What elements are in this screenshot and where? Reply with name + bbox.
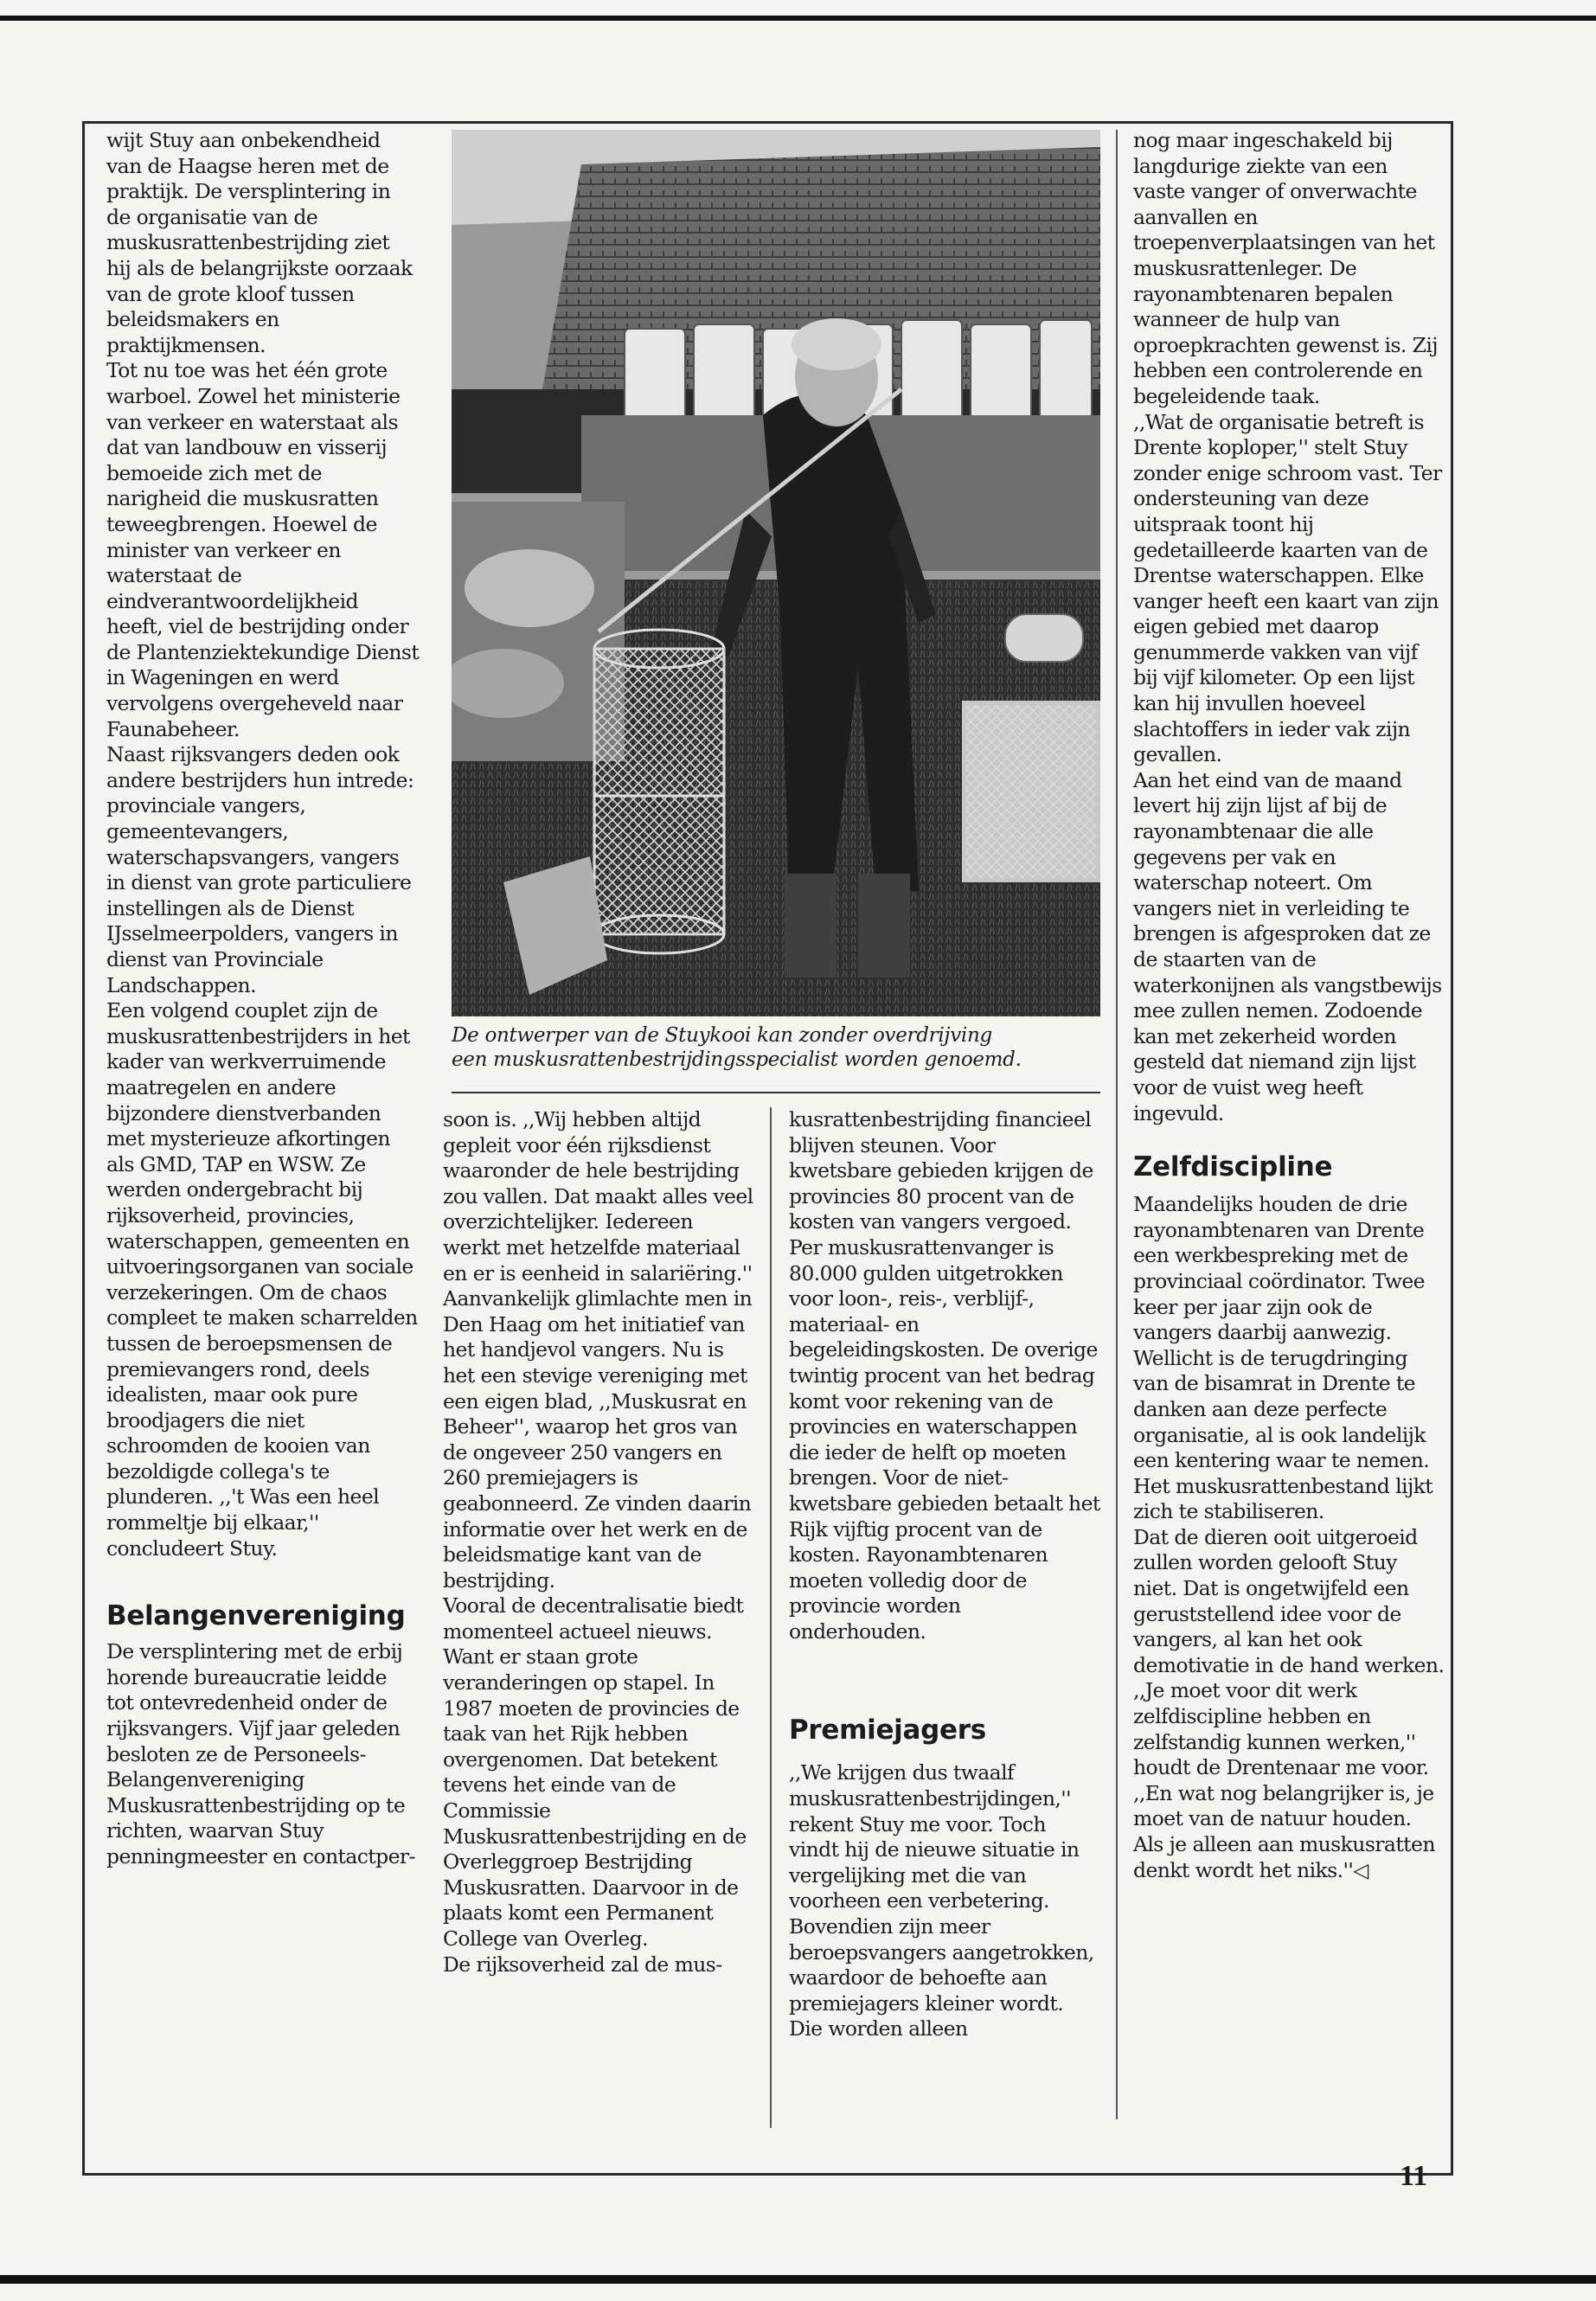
col2-paragraph-3: Vooral de decentralisatie biedt momenteel actueel nieuws. Want er staan grote veranderingen op stapel. In 1987 moeten de provincies de taak van het Rijk hebben overgenomen. Dat betekent tevens het einde van de Commissie Muskusrattenbestrijding en de Overleggroep Bestrijding Muskusratten. Daarvoor in de plaats komt een Permanent College van Overleg. (443, 1593, 747, 1951)
col4-paragraph-5: Dat de dieren ooit uitgeroeid zullen worden gelooft Stuy niet. Dat is ongetwijfeld een geruststellend idee voor de vangers, al kan het ook demotivatie in de hand werken. ,,Je moet voor dit werk zelfdiscipline hebben en zelfstandig kunnen werken,'' houdt de Drentenaar me voor. ,,En wat nog belangrijker is, je moet van de natuur houden. Als je alleen aan muskusratten denkt wordt het niks.''◁ (1133, 1524, 1445, 1882)
col2-paragraph-1: soon is. ,,Wij hebben altijd gepleit voor één rijksdienst waaronder de hele bestrijding zou vallen. Dat maakt alles veel overzichtelijker. Iedereen werkt met hetzelfde materiaal en er is eenheid in salariëring.'' (443, 1107, 753, 1285)
heading-zelfdiscipline: Zelfdiscipline (1133, 1151, 1333, 1183)
col4-paragraph-2: ,,Wat de organisatie betreft is Drente koploper,'' stelt Stuy zonder enige schroom vast. Ter ondersteuning van deze uitspraak toont hij gedetailleerde kaarten van de Drentse waterschappen. Elke vanger heeft een kaart van zijn eigen gebied met daarop genummerde vakken van vijf bij vijf kilometer. Op een lijst kan hij invullen hoeveel slachtoffers in ieder vak zijn gevallen. (1133, 409, 1442, 767)
col1-paragraph-5: De versplintering met de erbij horende bureaucratie leidde tot ontevredenheid onder de rijksvangers. Vijf jaar geleden besloten ze de Personeels-Belangenvereniging Muskusrattenbestrijding op te richten, waarvan Stuy penningmeester en contactper- (106, 1639, 415, 1868)
column-divider-2 (1116, 130, 1118, 2119)
col4-paragraph-1: nog maar ingeschakeld bij langdurige ziekte van een vaste vanger of onverwachte aanvallen en troepenverplaatsingen van het muskusrattenleger. De rayonambtenaren bepalen wanneer de hulp van oproepkrachten gewenst is. Zij hebben een controlerende en begeleidende taak. (1133, 128, 1438, 408)
page-number: 11 (1400, 2160, 1428, 2192)
col3-paragraph-1: kusrattenbestrijding financieel blijven steunen. Voor kwetsbare gebieden krijgen de provincies 80 procent van de kosten van vangers vergoed. Per muskusrattenvanger is 80.000 gulden uitgetrokken voor loon-, reis-, verblijf-, materiaal- en begeleidingskosten. De overige twintig procent van het bedrag komt voor rekening van de provincies en waterschappen die ieder de helft op moeten brengen. Voor de niet-kwetsbare gebieden betaalt het Rijk vijftig procent van de kosten. Rayonambtenaren moeten volledig door de provincie worden onderhouden. (789, 1107, 1100, 1644)
heading-belangenvereniging: Belangenvereniging (106, 1600, 406, 1632)
photo-caption (452, 1023, 1109, 1072)
col1-paragraph-3: Naast rijksvangers deden ook andere bestrijders hun intrede: provinciale vangers, gemeentevangers, waterschapsvangers, vangers in dienst van grote particuliere instellingen als de Dienst IJsselmeerpolders, vangers in dienst van Provinciale Landschappen. (106, 742, 414, 997)
top-rule (0, 16, 1596, 21)
caption-rule (452, 1092, 1100, 1093)
caption-line-1: De ontwerper van de Stuykooi kan zonder overdrijving (452, 1024, 992, 1047)
col3-paragraph-2: ,,We krijgen dus twaalf muskusrattenbestrijdingen,'' rekent Stuy me voor. Toch vindt hij de nieuwe situatie in vergelijking met die van voorheen een verbetering. Bovendien zijn meer beroepsvangers aangetrokken, waardoor de behoefte aan premiejagers kleiner wordt. Die worden alleen (789, 1760, 1094, 2041)
bottom-rule (0, 2275, 1596, 2284)
column-divider-1 (770, 1107, 772, 2128)
column-4 (1133, 128, 1445, 1883)
photo-stuy-with-trap (452, 130, 1100, 1016)
column-2 (443, 1107, 754, 1977)
photo-illustration (452, 130, 1100, 1016)
col1-paragraph-2: Tot nu toe was het één grote warboel. Zowel het ministerie van verkeer en waterstaat als dat van landbouw en visserij bemoeide zich met de narigheid die muskusratten teweegbrengen. Hoewel de minister van verkeer en waterstaat de eindverantwoordelijkheid heeft, viel de bestrijding onder de Plantenziektekundige Dienst in Wageningen en werd vervolgens overgeheveld naar Faunabeheer. (106, 358, 420, 741)
col2-paragraph-2: Aanvankelijk glimlachte men in Den Haag om het initiatief van het handjevol vangers. Nu is het een stevige vereniging met een eigen blad, ,,Muskusrat en Beheer'', waarop het gros van de ongeveer 250 vangers en 260 premiejagers is geabonneerd. Ze vinden daarin informatie over het werk en de beleidsmatige kant van de bestrijding. (443, 1286, 753, 1593)
col4-paragraph-4: Maandelijks houden de drie rayonambtenaren van Drente een werkbespreking met de provinciaal coördinator. Twee keer per jaar zijn ook de vangers daarbij aanwezig. Wellicht is de terugdringing van de bisamrat in Drente te danken aan deze perfecte organisatie, al is ook landelijk een kentering waar te nemen. Het muskusrattenbestand lijkt zich te stabiliseren. (1133, 1192, 1433, 1524)
column-1 (106, 128, 420, 1870)
col1-paragraph-4: Een volgend couplet zijn de muskusrattenbestrijders in het kader van werkverruimende maatregelen en andere bijzondere dienstverbanden met mysterieuze afkortingen als GMD, TAP en WSW. Ze werden ondergebracht bij rijksoverheid, provincies, waterschappen, gemeenten en uitvoeringsorganen van sociale verzekeringen. Om de chaos compleet te maken scharrelden tussen de beroepsmensen de premievangers rond, deels idealisten, maar ook pure broodjagers die niet schroomden de kooien van bezoldigde collega's te plunderen. ,,'t Was een heel rommeltje bij elkaar,'' concludeert Stuy. (106, 998, 418, 1561)
col2-paragraph-4: De rijksoverheid zal de mus- (443, 1952, 722, 1977)
caption-line-2: een muskusrattenbestrijdingsspecialist worden genoemd. (452, 1048, 1022, 1071)
col4-paragraph-3: Aan het eind van de maand levert hij zijn lijst af bij de rayonambtenaar die alle gegevens per vak en waterschap noteert. Om vangers niet in verleiding te brengen is afgesproken dat ze de staarten van de waterkonijnen als vangstbewijs mee zullen nemen. Zodoende kan met zekerheid worden gesteld dat niemand zijn lijst voor de vuist weg heeft ingevuld. (1133, 767, 1442, 1125)
column-3 (789, 1107, 1100, 2042)
heading-premiejagers: Premiejagers (789, 1715, 986, 1747)
col1-paragraph-1: wijt Stuy aan onbekendheid van de Haagse heren met de praktijk. De versplintering in de organisatie van de muskusrattenbestrijding ziet hij als de belangrijkste oorzaak van de grote kloof tussen beleidsmakers en praktijkmensen. (106, 128, 413, 357)
